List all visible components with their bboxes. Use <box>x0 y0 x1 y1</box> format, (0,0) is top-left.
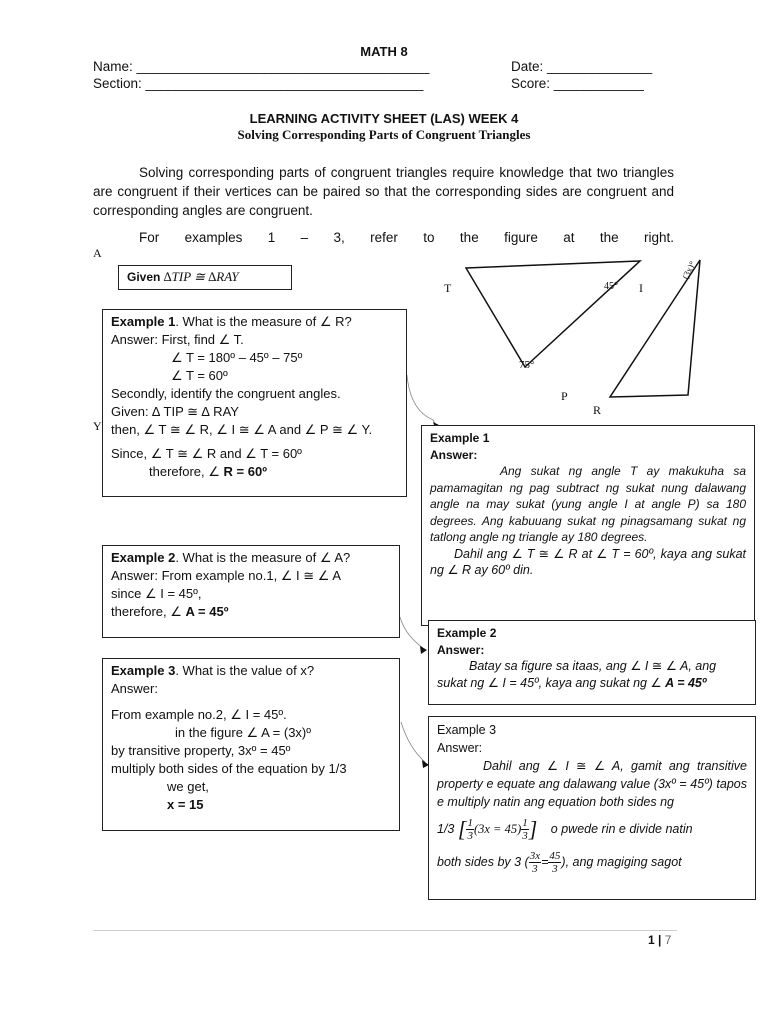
page-current: 1 <box>648 933 655 947</box>
eq1-frac-den: 3 <box>522 830 528 842</box>
example1-question: . What is the measure of ∠ R? <box>175 314 352 329</box>
eq2-suffix: ), ang magiging sagot <box>561 854 682 869</box>
example2-line: Answer: From example no.1, ∠ I ≅ ∠ A <box>111 568 342 583</box>
eq1-inner: (3x = 45) <box>473 821 522 836</box>
given-prefix: Given <box>127 270 161 284</box>
topic-title: Solving Corresponding Parts of Congruent Triangles <box>237 127 531 142</box>
triangle-tip <box>466 261 640 367</box>
example3-box <box>102 658 400 831</box>
eq2-left-num: 3x <box>529 850 541 862</box>
given-box <box>118 265 292 290</box>
r-example3-eq2: both sides by 3 ( $\frac{3x}{3}$ = $\frac{45}{3}$ ), ang magiging sagot <box>437 850 682 875</box>
score-field: Score: ____________ <box>511 76 644 91</box>
example3-line: in the figure ∠ A = (3x)º <box>175 725 311 740</box>
page-number <box>648 933 671 947</box>
r-example2-title: Example 2 <box>437 626 497 640</box>
section-field: Section: _____________________________________ <box>93 76 424 91</box>
given-text: ∆TIP ≅ ∆RAY <box>163 269 239 284</box>
footer-divider <box>93 930 677 931</box>
example3-line: we get, <box>167 779 209 794</box>
example1-result: R = 60º <box>223 464 267 479</box>
example1-line: ∠ T = 180º – 45º – 75º <box>171 350 303 365</box>
r-example2-result: A = 45º <box>665 675 707 690</box>
date-field: Date: ______________ <box>511 59 653 74</box>
example1-line: Since, ∠ T ≅ ∠ R and ∠ T = 60º <box>111 446 302 461</box>
angle-i-label: 45° <box>604 281 618 292</box>
eq1-suffix: o pwede rin e divide natin <box>550 821 693 836</box>
label-t: T <box>444 281 452 295</box>
example1-line: Given: ∆ TIP ≅ ∆ RAY <box>111 404 239 419</box>
example2-result: A = 45º <box>185 604 229 619</box>
example3-line: by transitive property, 3xº = 45º <box>111 743 291 758</box>
example3-result: x = 15 <box>167 797 204 812</box>
triangles-figure <box>430 255 710 405</box>
r-example3-box <box>428 716 756 900</box>
example3-line: multiply both sides of the equation by 1/3 <box>111 761 347 776</box>
label-a: A <box>93 246 102 260</box>
r-example2-para1: Batay sa figure sa itaas, ang ∠ I ≅ ∠ A, ang <box>469 659 717 673</box>
example1-line: Answer: First, find ∠ T. <box>111 332 244 347</box>
example2-question: . What is the measure of ∠ A? <box>175 550 351 565</box>
r-example2-para2: sukat ng ∠ I = 45º, kaya ang sukat ng ∠ <box>437 675 666 690</box>
r-example1-answer: Answer: <box>430 447 478 462</box>
example2-title: Example 2 <box>111 550 176 565</box>
label-i: I <box>639 281 643 295</box>
example1-box <box>102 309 407 497</box>
example1-therefore: therefore, ∠ <box>149 464 224 479</box>
las-title: LEARNING ACTIVITY SHEET (LAS) WEEK 4 <box>249 111 519 126</box>
example1-title: Example 1 <box>111 314 176 329</box>
triangle-ray <box>610 260 700 397</box>
example1-line: then, ∠ T ≅ ∠ R, ∠ I ≅ ∠ A and ∠ P ≅ ∠ Y. <box>111 422 373 437</box>
eq2-prefix: both sides by 3 ( <box>437 854 529 869</box>
eq1-frac-num: 1 <box>522 817 528 829</box>
r-example1-box <box>421 425 755 626</box>
subject-title: MATH 8 <box>360 44 408 59</box>
example1-line: ∠ T = 60º <box>171 368 228 383</box>
refer-text: For examples 1 – 3, refer to the figure at the right. <box>139 230 674 245</box>
example3-question: . What is the value of x? <box>175 663 315 678</box>
label-p: P <box>561 389 568 403</box>
example2-therefore: therefore, ∠ <box>111 604 186 619</box>
eq1-frac-num: 1 <box>467 817 473 829</box>
name-field: Name: _______________________________________ <box>93 59 430 74</box>
eq1-prefix: 1/3 <box>437 821 455 836</box>
example3-title: Example 3 <box>111 663 176 678</box>
r-example3-eq1: 1/3 [ $\frac{1}{3}$ (3x = 45) $\frac{1}{3}$ ] o pwede rin e divide natin <box>437 816 693 842</box>
intro-paragraph: Solving corresponding parts of congruent triangles require knowledge that two triangles are congruent if their vertices can be paired so that the corresponding sides are congruent and corresponding angles are congruent. <box>93 165 674 218</box>
r-example3-para1: Dahil ang ∠ I ≅ ∠ A, gamit ang transitive property e equate ang dalawang value (3xº = 45º) tapos e multiply natin ang equation both sides ng <box>437 759 747 809</box>
label-r: R <box>593 403 602 417</box>
angle-p-label: 75° <box>519 359 535 371</box>
label-y: Y <box>93 419 102 433</box>
r-example2-box <box>428 620 756 705</box>
eq2-left-den: 3 <box>532 863 538 875</box>
r-example1-para2: Dahil ang ∠ T ≅ ∠ R at ∠ T = 60º, kaya ang sukat ng ∠ R ay 60º din. <box>430 546 746 577</box>
r-example1-title: Example 1 <box>430 431 490 445</box>
example3-line: From example no.2, ∠ I = 45º. <box>111 707 287 722</box>
eq2-left-frac <box>529 850 541 875</box>
r-example3-answer: Answer: <box>437 741 483 755</box>
r-example2-answer: Answer: <box>437 642 485 657</box>
example3-line: Answer: <box>111 681 158 696</box>
angle-a-label: (3x)° <box>680 259 698 281</box>
eq1-frac-den: 3 <box>467 830 473 842</box>
eq2-right-den: 3 <box>552 863 558 875</box>
example2-box <box>102 545 400 638</box>
eq2-right-frac <box>548 850 561 875</box>
eq1-fraction-right <box>521 817 529 842</box>
r-example3-title: Example 3 <box>437 723 497 737</box>
page-total: 7 <box>664 933 672 947</box>
r-example1-para1: Ang sukat ng angle T ay makukuha sa pamamagitan ng pag subtract ng sukat nung dalawang angle na may sukat (yung angle I at angle P) sa 180 degrees. Ang kabuuang sukat ng pinagsamang sukat ng tatlong angle ng triangle ay 180 degrees. <box>430 464 746 544</box>
eq1-fraction <box>466 817 474 842</box>
example2-line: since ∠ I = 45º, <box>111 586 202 601</box>
page-separator: | <box>658 933 662 947</box>
eq2-right-num: 45 <box>549 850 561 862</box>
example1-line: Secondly, identify the congruent angles. <box>111 386 341 401</box>
